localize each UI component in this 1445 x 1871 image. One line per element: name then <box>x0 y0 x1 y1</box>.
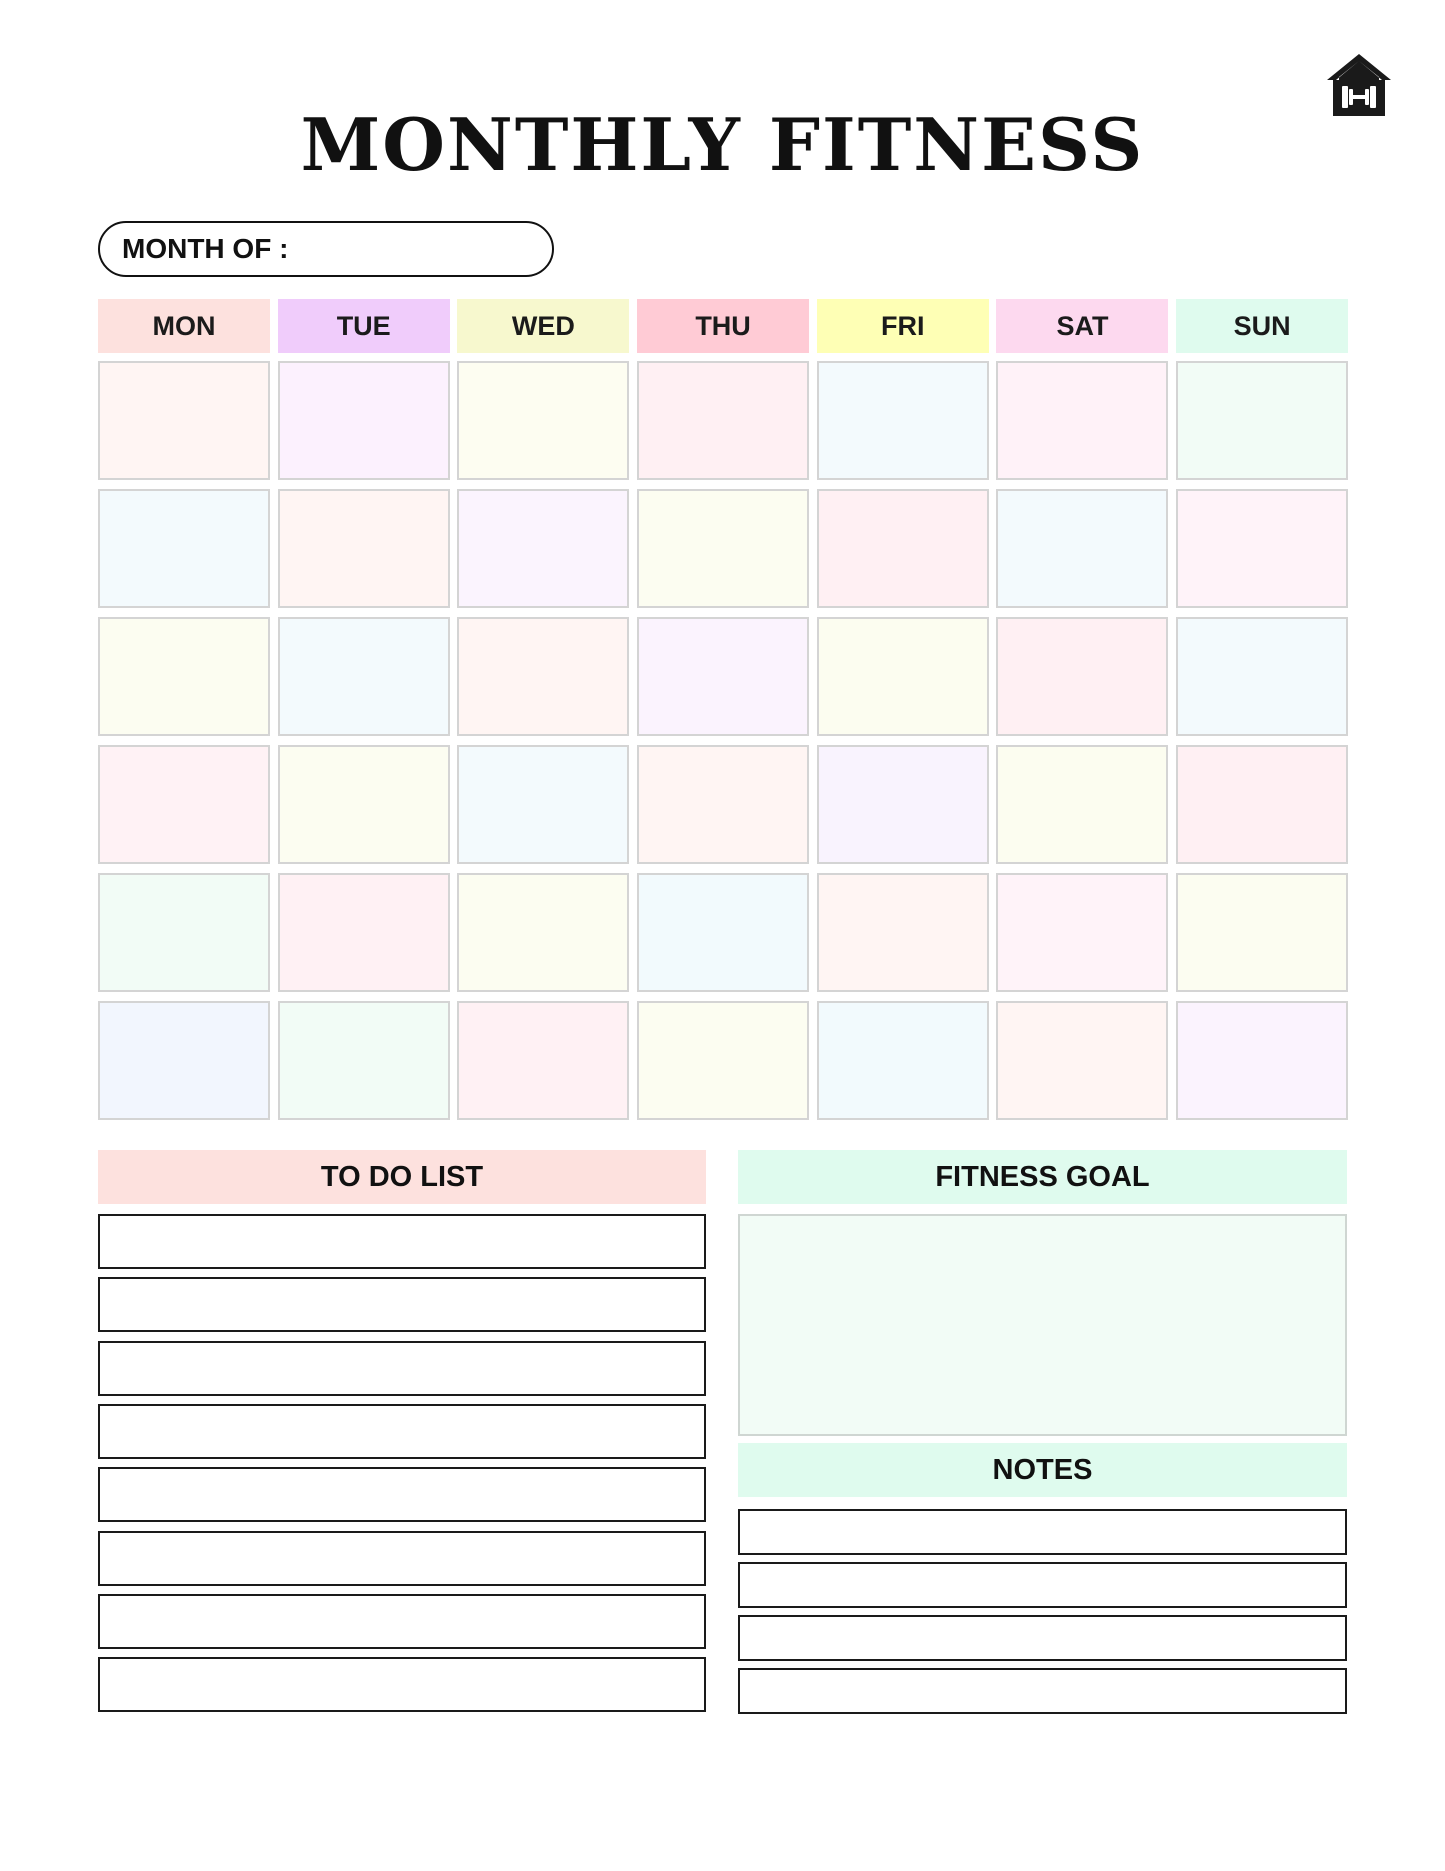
calendar-cell[interactable] <box>996 489 1168 608</box>
month-of-field[interactable] <box>98 221 554 277</box>
calendar-cell[interactable] <box>278 1001 450 1120</box>
calendar-cell[interactable] <box>817 617 989 736</box>
calendar-cell[interactable] <box>996 1001 1168 1120</box>
fitness-goal-label: FITNESS GOAL <box>935 1160 1150 1193</box>
calendar-cell[interactable] <box>98 489 270 608</box>
todo-list-label: TO DO LIST <box>320 1160 484 1193</box>
calendar-cell[interactable] <box>637 617 809 736</box>
todo-line[interactable] <box>98 1531 706 1586</box>
note-line[interactable] <box>738 1562 1347 1608</box>
day-header-tue: TUE <box>278 299 450 353</box>
calendar-cell[interactable] <box>1176 1001 1348 1120</box>
todo-list-header <box>98 1150 706 1204</box>
calendar-cell[interactable] <box>457 873 629 992</box>
calendar-cell[interactable] <box>278 617 450 736</box>
day-header-sun: SUN <box>1176 299 1348 353</box>
calendar-cell[interactable] <box>457 489 629 608</box>
day-header-thu: THU <box>637 299 809 353</box>
calendar-cell[interactable] <box>98 1001 270 1120</box>
calendar-cell[interactable] <box>1176 745 1348 864</box>
calendar-cell[interactable] <box>996 361 1168 480</box>
calendar-cell[interactable] <box>457 1001 629 1120</box>
note-line[interactable] <box>738 1668 1347 1714</box>
calendar-cell[interactable] <box>457 617 629 736</box>
calendar-cell[interactable] <box>98 617 270 736</box>
calendar-cell[interactable] <box>98 745 270 864</box>
calendar-cell[interactable] <box>996 873 1168 992</box>
calendar-cell[interactable] <box>996 745 1168 864</box>
calendar-cell[interactable] <box>637 489 809 608</box>
todo-line[interactable] <box>98 1594 706 1649</box>
calendar-cell[interactable] <box>278 873 450 992</box>
calendar-cell[interactable] <box>1176 489 1348 608</box>
calendar-cell[interactable] <box>817 745 989 864</box>
calendar-cell[interactable] <box>817 873 989 992</box>
calendar-cell[interactable] <box>996 617 1168 736</box>
calendar-cell[interactable] <box>637 1001 809 1120</box>
calendar-cell[interactable] <box>637 873 809 992</box>
page-title: MONTHLY FITNESS <box>300 102 1145 187</box>
calendar-cell[interactable] <box>278 745 450 864</box>
calendar-cell[interactable] <box>1176 361 1348 480</box>
calendar-grid <box>98 299 1348 1129</box>
calendar-cell[interactable] <box>637 745 809 864</box>
calendar-cell[interactable] <box>1176 873 1348 992</box>
calendar-cell[interactable] <box>817 361 989 480</box>
calendar-cell[interactable] <box>278 489 450 608</box>
todo-line[interactable] <box>98 1657 706 1712</box>
calendar-cell[interactable] <box>637 361 809 480</box>
todo-line[interactable] <box>98 1467 706 1522</box>
notes-header <box>738 1443 1347 1497</box>
note-line[interactable] <box>738 1615 1347 1661</box>
day-header-wed: WED <box>457 299 629 353</box>
notes-label: NOTES <box>992 1453 1093 1486</box>
todo-line[interactable] <box>98 1277 706 1332</box>
fitness-goal-header <box>738 1150 1347 1204</box>
day-header-fri: FRI <box>817 299 989 353</box>
calendar-cell[interactable] <box>817 1001 989 1120</box>
day-header-mon: MON <box>98 299 270 353</box>
calendar-cell[interactable] <box>1176 617 1348 736</box>
fitness-goal-box[interactable] <box>738 1214 1347 1436</box>
calendar-cell[interactable] <box>817 489 989 608</box>
todo-line[interactable] <box>98 1341 706 1396</box>
todo-line[interactable] <box>98 1214 706 1269</box>
calendar-cell[interactable] <box>278 361 450 480</box>
calendar-cell[interactable] <box>457 745 629 864</box>
calendar-cell[interactable] <box>98 873 270 992</box>
day-header-sat: SAT <box>996 299 1168 353</box>
calendar-cell[interactable] <box>457 361 629 480</box>
todo-line[interactable] <box>98 1404 706 1459</box>
month-of-label: MONTH OF : <box>122 233 289 264</box>
calendar-cell[interactable] <box>98 361 270 480</box>
note-line[interactable] <box>738 1509 1347 1555</box>
